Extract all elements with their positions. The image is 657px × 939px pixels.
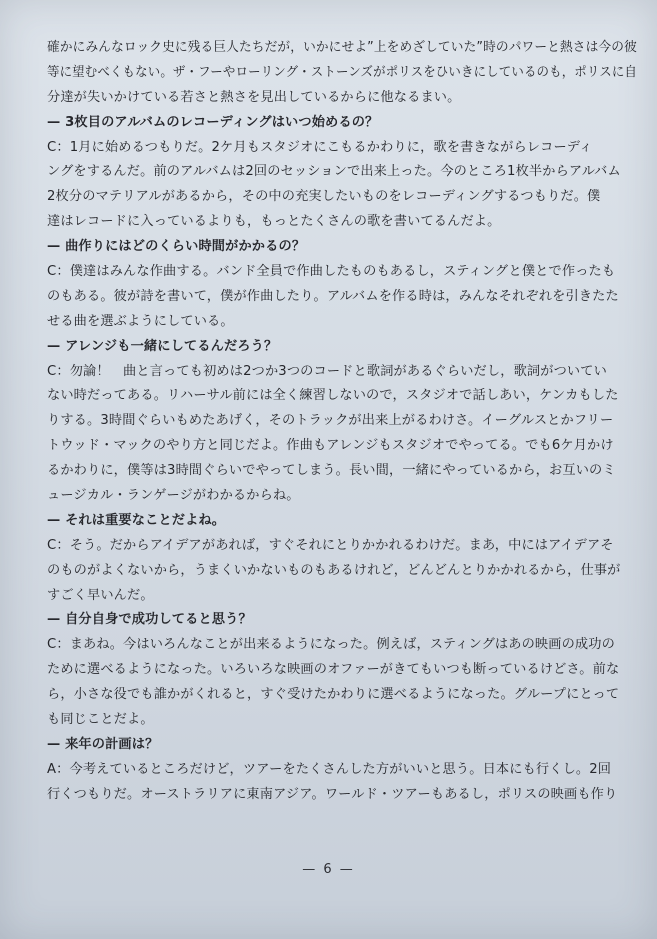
interview-question-line: — 曲作りにはどのくらい時間がかかるの？ (47, 239, 306, 255)
interview-answer-line: C：1月に始めるつもりだ。2ケ月もスタジオにこもるかわりに，歌を書きながらレコーディ (47, 139, 593, 155)
text-line: せる曲を選ぶようにしている。 (47, 313, 234, 329)
text-line: 行くつもりだ。オーストラリアに東南アジア。ワールド・ツアーもあるし，ポリスの映画も作り (47, 786, 618, 802)
text-line: 2枚分のマテリアルがあるから，その中の充実したいものをレコーディングするつもりだ。僕 (47, 189, 601, 205)
text-line: 等に望むべくもない。ザ・フーやローリング・ストーンズがポリスをひいきにしているのも，ポリスに自 (47, 64, 638, 80)
interview-answer-line: C：まあね。今はいろんなことが出来るようになった。例えば，スティングはあの映画の成功の (47, 637, 615, 653)
interview-answer-line: C：僕達はみんな作曲する。バンド全員で作曲したものもあるし，スティングと僕とで作ったも (47, 264, 616, 280)
interview-answer-line: C：勿論！ 曲と言っても初めは2つか3つのコードと歌詞があるぐらいだし，歌詞がついてい (47, 363, 607, 379)
interview-question-line: — 3枚目のアルバムのレコーディングはいつ始めるの？ (47, 114, 379, 130)
text-line: すごく早いんだ。 (47, 587, 154, 603)
interview-answer-line: A：今考えているところだけど，ツアーをたくさんした方がいいと思う。日本にも行くし。2回 (47, 761, 612, 777)
page-number: — 6 — (302, 862, 355, 877)
text-line: りする。3時間ぐらいもめたあげく，そのトラックが出来上がるわけさ。イーグルスとかフリー (47, 413, 614, 429)
text-line: のものがよくないから，うまくいかないものもあるけれど，どんどんとりかかれるから，仕事が (47, 562, 621, 578)
interview-question-line: — アレンジも一緒にしてるんだろう？ (47, 338, 278, 354)
text-line: ために選べるようになった。いろいろな映画のオファーがきてもいつも断っているけどさ。前な (47, 662, 620, 678)
text-line: ら，小さな役でも誰かがくれると，すぐ受けたかわりに選べるようになった。グループにとって (47, 687, 620, 703)
interview-answer-line: C：そう。だからアイデアがあれば，すぐそれにとりかかれるわけだ。まあ，中にはアイデアそ (47, 537, 614, 553)
text-line: るかわりに，僕等は3時間ぐらいでやってしまう。長い間，一緒にやっているから，お互いのミ (47, 463, 616, 479)
article-text (47, 36, 637, 808)
interview-question-line: — 来年の計画は？ (47, 736, 159, 752)
text-line: トウッド・マックのやり方と同じだよ。作曲もアレンジもスタジオでやってる。でも6ケ月かけ (47, 438, 614, 454)
text-line: 達はレコードに入っているよりも，もっとたくさんの歌を書いてるんだよ。 (47, 214, 501, 230)
text-line: 分達が失いかけている若さと熱さを見出しているからに他なるまい。 (47, 89, 461, 105)
interview-question-line: — 自分自身で成功してると思う？ (47, 612, 252, 628)
text-line: ングをするんだ。前のアルバムは2回のセッションで出来上った。今のところ1枚半からアルバム (47, 164, 621, 180)
text-line: も同じことだよ。 (47, 712, 154, 728)
text-line: ない時だってある。リハーサル前には全く練習しないので，スタジオで話しあい，ケンカもした (47, 388, 619, 404)
interview-question-line: — それは重要なことだよね。 (47, 512, 226, 528)
text-line: のもある。彼が詩を書いて，僕が作曲したり。アルバムを作る時は，みんなそれぞれを引きたた (47, 288, 619, 304)
text-line: 確かにみんなロック史に残る巨人たちだが，いかにせよ”上をめざしていた”時のパワーと熱さは今の彼 (47, 40, 637, 55)
text-line: ュージカル・ランゲージがわかるからね。 (47, 488, 300, 504)
